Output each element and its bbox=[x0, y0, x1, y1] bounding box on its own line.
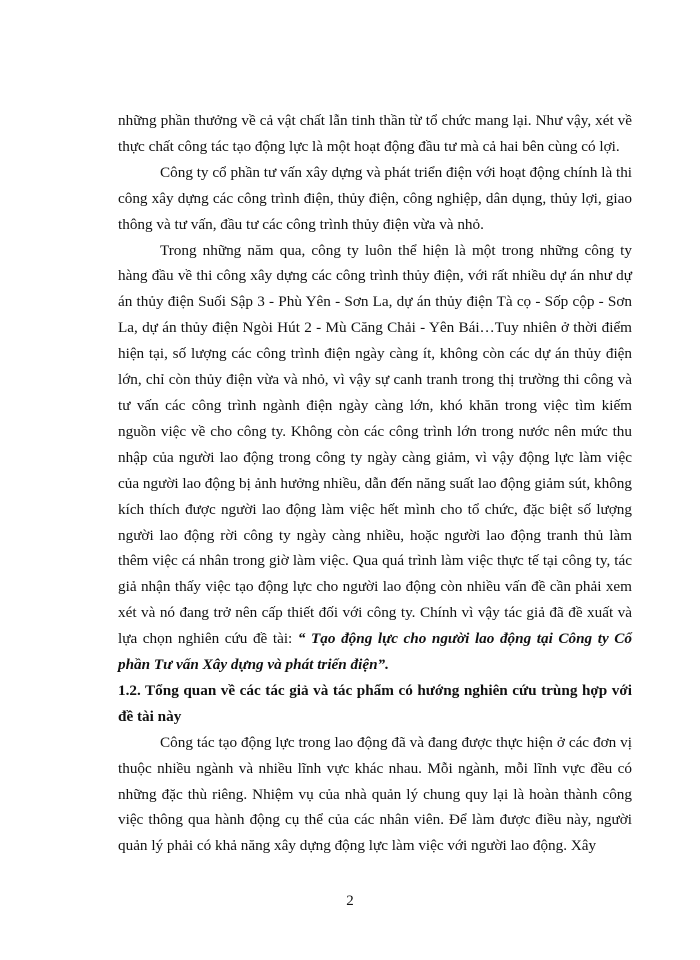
section-heading: 1.2. Tổng quan về các tác giả và tác phẩm có hướng nghiên cứu trùng hợp với đề tài này bbox=[118, 681, 632, 725]
paragraph-1: những phần thưởng về cả vật chất lẫn tinh thần từ tổ chức mang lại. Như vậy, xét về thực chất công tác tạo động lực là một hoạt động đầu tư mà cả hai bên cùng có lợi. bbox=[118, 112, 632, 155]
page-content bbox=[118, 108, 632, 859]
paragraph-3 bbox=[118, 238, 632, 678]
thesis-title: “ Tạo động lực cho người lao động tại Công ty Cổ phần Tư vấn Xây dựng và phát triển điện”. bbox=[118, 630, 632, 674]
paragraph-3-text: Trong những năm qua, công ty luôn thể hiện là một trong những công ty hàng đầu về thi công xây dựng các công trình thủy điện, với rất nhiều dự án như dự án thủy điện Suối Sập 3 - Phù Yên - Sơn La, dự án thủy điện Tà cọ - Sốp cộp - Sơn La, dự án thủy điện Ngòi Hút 2 - Mù Căng Chải - Yên Bái…Tuy nhiên ở thời điểm hiện tại, số lượng các công trình điện ngày càng ít, không còn các dự án thủy điện lớn, chỉ còn thủy điện vừa và nhỏ, vì vậy sự canh tranh trong thị trường thi công và tư vấn các công trình ngành điện ngày càng lớn, khó khăn trong việc tìm kiếm nguồn việc về cho công ty. Không còn các công trình lớn trong nước nên mức thu nhập của người lao động trong công ty ngày càng giảm, vì vậy động lực làm việc của người lao động bị ảnh hưởng nhiều, dẫn đến năng suất lao động giảm sút, không kích thích được người lao động làm việc hết mình cho tổ chức, đặc biệt số lượng người lao động rời công ty ngày càng nhiều, hoặc người lao động tranh thủ làm thêm việc cá nhân trong giờ làm việc. Qua quá trình làm việc thực tế tại công ty, tác giả nhận thấy việc tạo động lực cho người lao động còn nhiều vấn đề cần phải xem xét và nó đang trở nên cấp thiết đối với công ty. Chính vì vậy tác giả đã đề xuất và lựa chọn nghiên cứu đề tài: bbox=[118, 241, 632, 648]
page-number: 2 bbox=[346, 893, 354, 909]
paragraph-4: Công tác tạo động lực trong lao động đã và đang được thực hiện ở các đơn vị thuộc nhiều ngành và nhiều lĩnh vực khác nhau. Mỗi ngành, mỗi lĩnh vực đều có những đặc thù riêng. Nhiệm vụ của nhà quản lý chung quy lại là hoàn thành công việc thông qua hành động cụ thể của các nhân viên. Để làm được điều này, người quản lý phải có khả năng xây dựng động lực làm việc với người lao động. Xây bbox=[118, 733, 632, 855]
paragraph-2: Công ty cổ phần tư vấn xây dựng và phát triển điện với hoạt động chính là thi công xây dựng các công trình điện, thủy điện, công nghiệp, dân dụng, thủy lợi, giao thông và tư vấn, đầu tư các công trình thủy điện vừa và nhỏ. bbox=[118, 163, 633, 233]
